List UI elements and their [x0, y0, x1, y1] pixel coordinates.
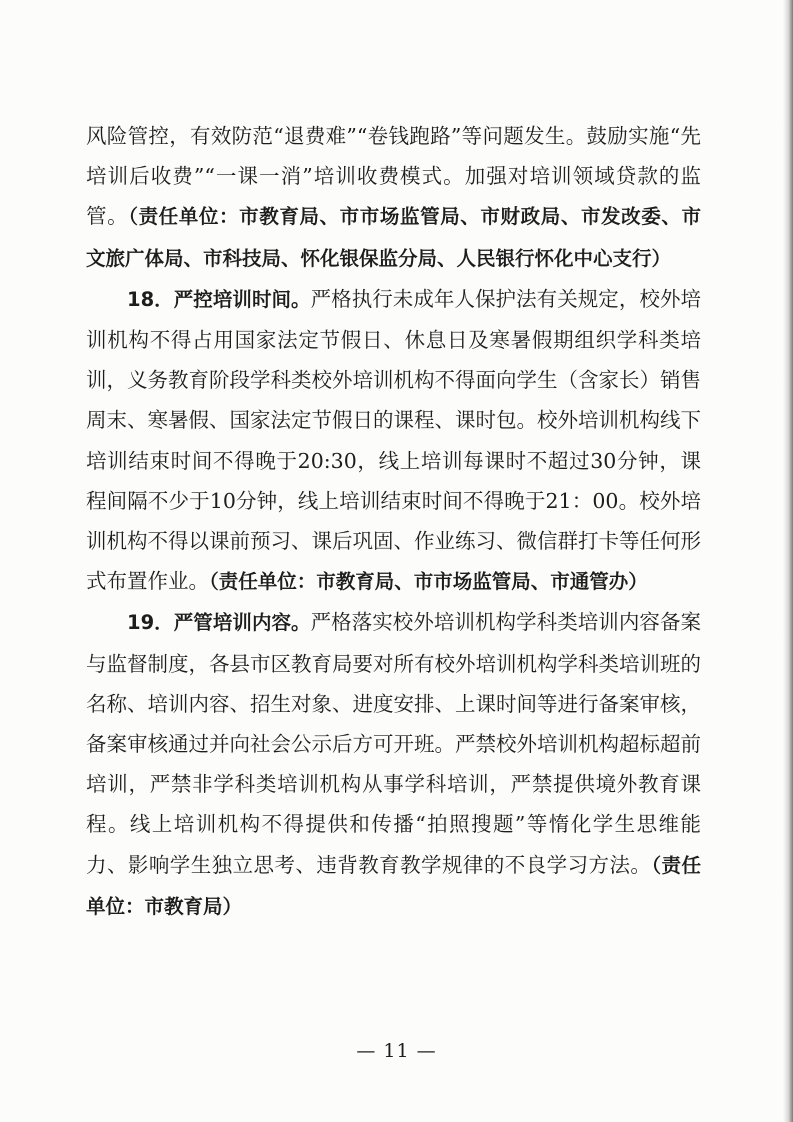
responsible-units: （责任单位：市教育局、市市场监管局、市财政局、市发改委、市文旅广体局、市科技局、怀化银保监分局、人民银行怀化中心支行）	[86, 205, 701, 270]
item-19-body: 严格落实校外培训机构学科类培训内容备案与监督制度，各县市区教育局要对所有校外培训机构学科类培训班的名称、培训内容、招生对象、进度安排、上课时间等进行备案审核，备案审核通过并向社会公示后方可开班。严禁校外培训机构超标超前培训，严禁非学科类培训机构从事学科培训，严禁提供境外教育课程。线上培训机构不得提供和传播“拍照搜题”等惰化学生思维能力、影响学生独立思考、违背教育教学规律的不良学习方法。	[86, 610, 701, 877]
scan-edge-shadow	[783, 0, 793, 1122]
paragraph-continuation	[86, 116, 701, 279]
item-18-body: 严格执行未成年人保护法有关规定，校外培训机构不得占用国家法定节假日、休息日及寒暑假期组织学科类培训，义务教育阶段学科类校外培训机构不得面向学生（含家长）销售周末、寒暑假、国家法定节假日的课程、课时包。校外培训机构线下培训结束时间不得晚于20:30，线上培训每课时不超过30分钟，课程间隔不少于10分钟，线上培训结束时间不得晚于21：00。校外培训机构不得以课前预习、课后巩固、作业练习、微信群打卡等任何形式布置作业。	[86, 286, 701, 594]
document-body	[86, 116, 701, 927]
page-number: — 11 —	[356, 1040, 437, 1062]
paragraph-text: 风险管控，有效防范“退费难”“卷钱跑路”等问题发生。鼓励实施“先培训后收费”“一课一消”培训收费模式。加强对培训领域贷款的监管。	[86, 124, 701, 229]
item-18-responsible-units: （责任单位：市教育局、市市场监管局、市通管办）	[209, 570, 648, 594]
paragraph-item-19	[86, 602, 701, 927]
item-19-responsible-units: （责任单位：市教育局）	[86, 853, 701, 918]
paragraph-item-18	[86, 279, 701, 603]
item-19-heading: 19．严管培训内容。	[127, 611, 311, 635]
item-18-heading: 18．严控培训时间。	[127, 287, 311, 311]
